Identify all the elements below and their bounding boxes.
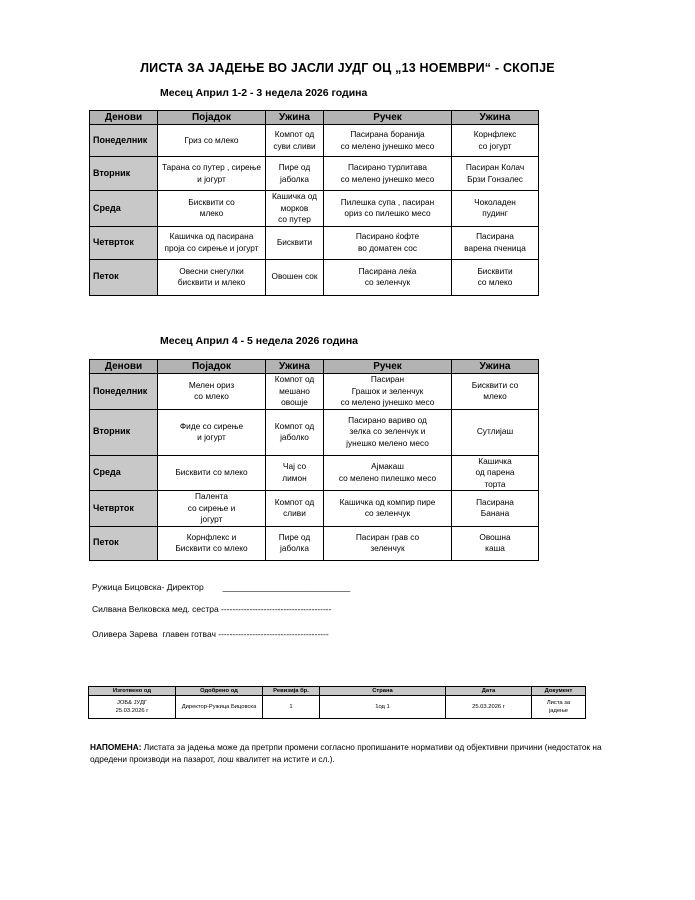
header-breakfast: Појадок [158, 111, 266, 125]
menu-row [90, 526, 539, 560]
cell-text: млеко [199, 208, 224, 219]
snack-cell [266, 157, 324, 191]
cell-text: Компот од [274, 129, 315, 139]
signature-chef: Оливера Зарева главен готвач --------------------------------------- [92, 629, 329, 639]
cell-text: овошје [281, 397, 308, 407]
cell-text: Пасирана [476, 496, 514, 507]
lunch-cell [324, 409, 452, 455]
snack-cell [266, 455, 324, 491]
snack-cell [266, 491, 324, 527]
breakfast-cell [158, 259, 266, 295]
cell-text: јогурт [200, 514, 223, 524]
lunch-cell [324, 374, 452, 410]
cell-text: Кашичка од пасирана [169, 231, 254, 241]
cell-text: 25.03.2026 г [472, 704, 505, 710]
day-cell: Четврток [90, 491, 158, 527]
cell-text: со мелено пилешко месо [338, 472, 437, 483]
breakfast-cell [158, 191, 266, 227]
lunch-cell [324, 125, 452, 157]
lunch-cell [324, 491, 452, 527]
day-cell: Понеделник [90, 125, 158, 157]
footer-header-document: Документ [532, 687, 586, 696]
menu-row [90, 409, 539, 455]
snack-cell [266, 526, 324, 560]
lunch-cell [324, 259, 452, 295]
breakfast-cell [158, 526, 266, 560]
afternoon-snack-cell [452, 526, 539, 560]
cell-text: Директор-Ружица Бицовска [181, 704, 257, 710]
cell-text: Кашичка од компир пире [339, 496, 436, 507]
snack-cell [266, 409, 324, 455]
cell-text: ЈОБ& ЈУДГ [116, 700, 148, 706]
header-snack: Ужина [452, 111, 539, 125]
header-breakfast: Појадок [158, 360, 266, 374]
cell-text: зелка со зеленчук и [349, 426, 426, 437]
cell-text: Кашичка [478, 455, 512, 466]
breakfast-cell [158, 491, 266, 527]
cell-text: торта [484, 478, 506, 489]
cell-text: Чај со [282, 461, 307, 472]
cell-text: Фиде со сирење [179, 420, 244, 431]
cell-text: 25.03.2026 г [115, 708, 149, 714]
footer-cell [176, 696, 263, 719]
cell-text: мешано [279, 385, 310, 396]
cell-text: Грашок и зеленчук [351, 385, 424, 396]
note-label: НАПОМЕНА: [90, 742, 142, 752]
lunch-cell [324, 191, 452, 227]
afternoon-snack-cell [452, 125, 539, 157]
signature-nurse: Силвана Велковска мед. сестра --------------------------------------- [92, 604, 332, 614]
cell-text: пудинг [482, 208, 508, 219]
cell-text: во доматен сос [357, 242, 418, 253]
cell-text: бисквити и млеко [177, 277, 246, 287]
cell-text: Банана [480, 508, 510, 519]
day-cell: Вторник [90, 157, 158, 191]
cell-text: Корнфлекс [473, 129, 517, 139]
cell-text: суви сливи [273, 140, 316, 151]
week1-menu-table [89, 110, 539, 296]
menu-row [90, 374, 539, 410]
cell-text: Мелен ориз [188, 379, 235, 390]
cell-text: каша [485, 543, 505, 553]
footer-header-revision: Ревизија бр. [263, 687, 320, 696]
lunch-cell [324, 455, 452, 491]
cell-text: 1од 1 [375, 704, 390, 710]
cell-text: Компот од [274, 374, 315, 384]
note [90, 741, 610, 765]
cell-text: Пасирана леќа [358, 265, 417, 276]
header-snack: Ужина [452, 360, 539, 374]
snack-cell [266, 125, 324, 157]
cell-text: Пасиран грав со [355, 531, 420, 542]
footer-header-date: Дата [446, 687, 532, 696]
cell-text: јунешко мелено месо [346, 437, 429, 448]
cell-text: Овошна [479, 531, 511, 542]
cell-text: со млеко [194, 391, 229, 402]
day-cell: Петок [90, 526, 158, 560]
cell-text: Чоколаден [474, 196, 516, 207]
signature-director: Ружица Бицовска- Директор ___________________________ [92, 582, 351, 592]
breakfast-cell [158, 374, 266, 410]
cell-text: Пасирано ќофте [355, 231, 420, 241]
cell-text: морков [280, 202, 309, 213]
cell-text: Бисквити [477, 265, 513, 276]
cell-text: и јогурт [197, 432, 226, 442]
cell-text: со млеко [477, 277, 513, 287]
cell-text: Сутлијаш [476, 426, 514, 437]
snack-cell [266, 226, 324, 259]
afternoon-snack-cell [452, 226, 539, 259]
cell-text: и јогурт [197, 173, 226, 184]
cell-text: од парена [475, 467, 515, 477]
cell-text: со јогурт [478, 140, 512, 151]
cell-text: 1 [289, 704, 293, 710]
header-lunch: Ручек [324, 360, 452, 374]
document-footer-table [88, 686, 586, 719]
afternoon-snack-cell [452, 455, 539, 491]
lunch-cell [324, 526, 452, 560]
cell-text: Пасирано турлитава [347, 162, 428, 172]
afternoon-snack-cell [452, 191, 539, 227]
lunch-cell [324, 157, 452, 191]
snack-cell [266, 191, 324, 227]
menu-row [90, 191, 539, 227]
cell-text: Бисквити со [471, 379, 519, 390]
cell-text: јадење [548, 708, 569, 714]
cell-text: Пилешка супа , пасиран [340, 196, 435, 207]
footer-header-prepared-by: Изготвено од [89, 687, 176, 696]
week2-menu-table [89, 359, 539, 561]
cell-text: ориз со пилешко месо [344, 208, 431, 219]
cell-text: Бисквити со млеко [175, 543, 248, 553]
breakfast-cell [158, 455, 266, 491]
week1-subtitle: Месец Април 1-2 - 3 недела 2026 година [160, 87, 368, 99]
header-snack: Ужина [266, 111, 324, 125]
cell-text: со мелено јунешко месо [340, 173, 435, 184]
breakfast-cell [158, 157, 266, 191]
cell-text: Гриз со млеко [184, 134, 239, 145]
header-lunch: Ручек [324, 111, 452, 125]
cell-text: Компот од [274, 496, 315, 507]
cell-text: Корнфлекс и [186, 531, 237, 542]
cell-text: Овесни снегулки [179, 265, 244, 276]
afternoon-snack-cell [452, 491, 539, 527]
cell-text: Пире од [278, 162, 311, 172]
breakfast-cell [158, 409, 266, 455]
cell-text: Пире од [278, 531, 311, 542]
cell-text: Листа за [546, 700, 571, 706]
cell-text: јаболка [280, 173, 309, 184]
cell-text: Палента [195, 491, 228, 501]
cell-text: Пасирано вариво од [348, 414, 427, 425]
afternoon-snack-cell [452, 374, 539, 410]
cell-text: Тарана со путер , сирење [161, 162, 262, 172]
header-snack: Ужина [266, 360, 324, 374]
footer-cell [532, 696, 586, 719]
cell-text: сливи [283, 508, 306, 519]
footer-header-approved-by: Одобрено од [176, 687, 263, 696]
cell-text: јаболко [280, 432, 309, 442]
day-cell: Вторник [90, 409, 158, 455]
cell-text: со путер [278, 214, 311, 224]
cell-text: со сирење и [187, 502, 236, 513]
afternoon-snack-cell [452, 409, 539, 455]
cell-text: со мелено јунешко месо [340, 397, 435, 407]
header-days: Денови [90, 360, 158, 374]
day-cell: Петок [90, 259, 158, 295]
cell-text: Кашичка од [271, 191, 318, 201]
menu-row [90, 125, 539, 157]
footer-cell [446, 696, 532, 719]
snack-cell [266, 259, 324, 295]
cell-text: проја со сирење и јогурт [164, 242, 259, 253]
menu-row [90, 157, 539, 191]
day-cell: Среда [90, 191, 158, 227]
week2-subtitle: Месец Април 4 - 5 недела 2026 година [160, 335, 359, 347]
day-cell: Четврток [90, 226, 158, 259]
breakfast-cell [158, 226, 266, 259]
cell-text: Овошен сок [271, 271, 318, 282]
day-cell: Среда [90, 455, 158, 491]
cell-text: Брзи Гонзалес [467, 173, 523, 184]
snack-cell [266, 374, 324, 410]
cell-text: млеко [483, 391, 507, 402]
afternoon-snack-cell [452, 157, 539, 191]
menu-row [90, 455, 539, 491]
cell-text: со зеленчук [364, 508, 411, 519]
footer-cell [89, 696, 176, 719]
footer-cell [263, 696, 320, 719]
header-days: Денови [90, 111, 158, 125]
cell-text: Ајмакаш [371, 461, 404, 472]
cell-text: Пасиран [370, 374, 405, 384]
cell-text: со зеленчук [364, 277, 411, 287]
afternoon-snack-cell [452, 259, 539, 295]
cell-text: зеленчук [370, 543, 405, 553]
cell-text: јаболка [280, 543, 309, 553]
cell-text: Компот од [274, 420, 315, 431]
cell-text: Бисквити со [188, 196, 235, 207]
cell-text: лимон [282, 472, 307, 483]
day-cell: Понеделник [90, 374, 158, 410]
cell-text: Пасирана [476, 231, 514, 241]
footer-header-page: Страна [320, 687, 446, 696]
footer-cell [320, 696, 446, 719]
breakfast-cell [158, 125, 266, 157]
cell-text: со мелено јунешко месо [340, 140, 435, 151]
cell-text: Бисквити [276, 236, 313, 247]
lunch-cell [324, 226, 452, 259]
cell-text: варена пченица [464, 242, 526, 253]
cell-text: Пасиран Колач [465, 162, 525, 172]
note-text: Листата за јадења може да претрпи промени согласно пропишаните нормативи од објективни причини (недостаток на одредени производи на пазарот, лош квалитет на истите и сл.). [90, 742, 602, 764]
menu-row [90, 226, 539, 259]
cell-text: Бисквити со млеко [175, 467, 248, 477]
menu-row [90, 491, 539, 527]
cell-text: Пасирана боранија [350, 129, 425, 139]
menu-row [90, 259, 539, 295]
page-title: ЛИСТА ЗА ЈАДЕЊЕ ВО ЈАСЛИ ЈУДГ ОЦ „13 НОЕМВРИ“ - СКОПЈЕ [140, 61, 555, 75]
